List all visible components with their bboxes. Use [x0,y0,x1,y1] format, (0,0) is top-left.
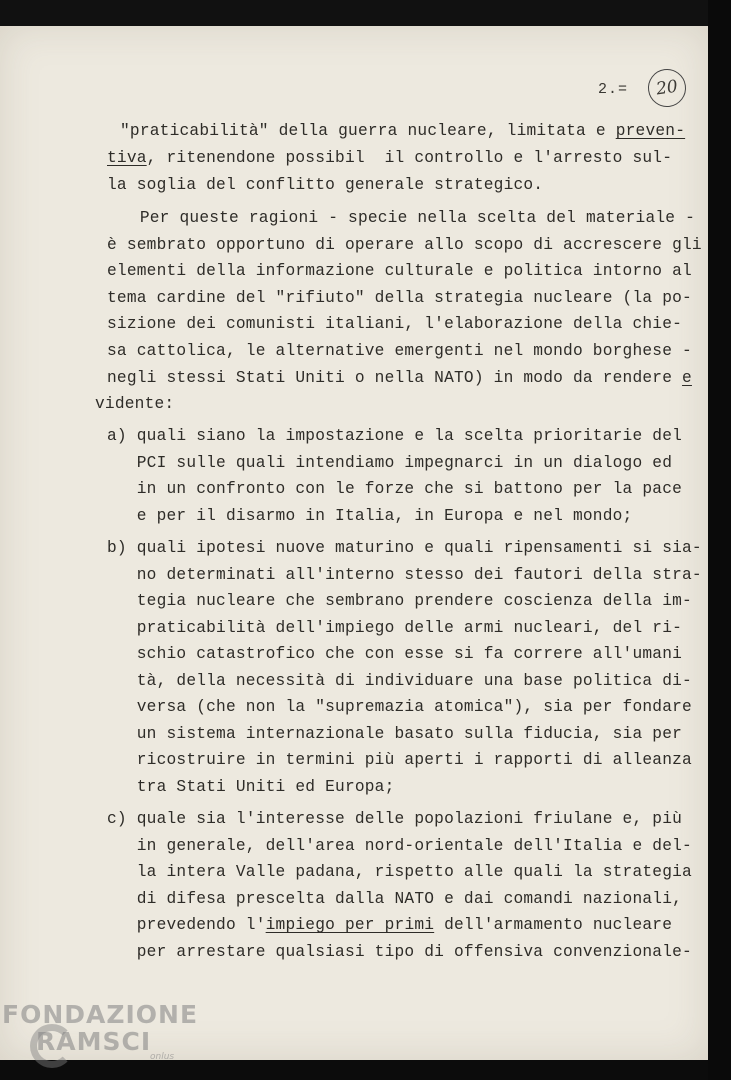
text-line: praticabilità dell'impiego delle armi nucleari, del ri- [107,619,683,637]
text-line: versa (che non la "supremazia atomica"), sia per fondare [107,698,692,716]
watermark-line2: RAMSCI [36,1027,152,1056]
text-line: la soglia del conflitto generale strategico. [107,176,544,194]
underlined-text: tiva [107,149,147,167]
text-line: e per il disarmo in Italia, in Europa e nel mondo; [107,507,633,525]
document-page [0,26,708,1060]
text-line: un sistema internazionale basato sulla fiducia, sia per [107,725,683,743]
underlined-text: e [682,369,692,387]
text-line: tema cardine del "rifiuto" della strategia nucleare (la po- [107,289,692,307]
text-line: vidente: [95,395,175,413]
underlined-text: preven- [615,122,686,140]
archive-number: 20 [654,76,680,100]
text-line: b) quali ipotesi nuove maturino e quali ripensamenti si sia- [107,539,702,557]
archive-number-stamp [646,67,689,110]
scanner-top-border [0,0,731,26]
text-line: tra Stati Uniti ed Europa; [107,778,395,796]
text-line: la intera Valle padana, rispetto alle quali la strategia [107,863,692,881]
underlined-text: impiego per primi [265,916,435,934]
text-line: no determinati all'interno stesso dei fautori della stra- [107,566,702,584]
page-number: 2.= [598,81,629,98]
text-line: ricostruire in termini più aperti i rapporti di alleanza [107,751,692,769]
text-line: sa cattolica, le alternative emergenti nel mondo borghese - [107,342,692,360]
text-line: in generale, dell'area nord-orientale dell'Italia e del- [107,837,692,855]
text-line: in un confronto con le forze che si battono per la pace [107,480,683,498]
text-line: negli stessi Stati Uniti o nella NATO) in modo da rendere e [107,369,692,387]
watermark-line1: FONDAZIONE [2,1000,199,1029]
text-line: tegia nucleare che sembrano prendere coscienza della im- [107,592,692,610]
text-line: tà, della necessità di individuare una base politica di- [107,672,692,690]
text-line: elementi della informazione culturale e politica intorno al [107,262,692,280]
text-line: è sembrato opportuno di operare allo scopo di accrescere gli [107,236,702,254]
text-line: tiva, ritenendone possibil il controllo e l'arresto sul- [107,149,673,167]
text-line: a) quali siano la impostazione e la scelta prioritarie del [107,427,683,445]
text-line: c) quale sia l'interesse delle popolazioni friulane e, più [107,810,683,828]
text-line: sizione dei comunisti italiani, l'elaborazione della chie- [107,315,683,333]
text-line: per arrestare qualsiasi tipo di offensiva convenzionale- [107,943,692,961]
text-line: prevedendo l'impiego per primi dell'armamento nucleare [107,916,673,934]
text-line: "praticabilità" della guerra nucleare, limitata e preven- [120,122,686,140]
watermark-line3: onlus [150,1052,175,1062]
text-line: Per queste ragioni - specie nella scelta del materiale - [120,209,696,227]
text-line: PCI sulle quali intendiamo impegnarci in un dialogo ed [107,454,673,472]
text-line: schio catastrofico che con esse si fa correre all'umani [107,645,683,663]
text-line: di difesa prescelta dalla NATO e dai comandi nazionali, [107,890,683,908]
scanner-right-border [708,0,731,1080]
